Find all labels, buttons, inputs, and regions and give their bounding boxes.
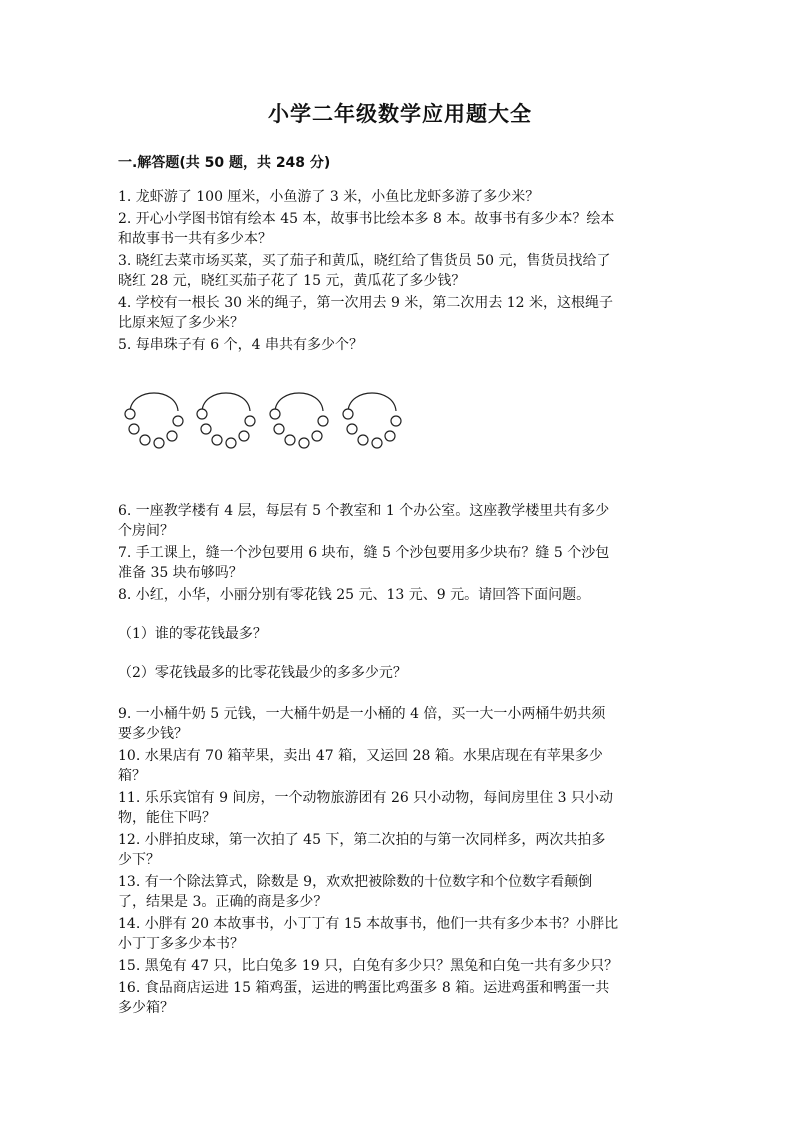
section-header: 一.解答题(共 50 题，共 248 分) bbox=[118, 155, 331, 171]
question-11-line-2: 物，能住下吗？ bbox=[118, 810, 216, 826]
question-4-line-1: 4. 学校有一根长 30 米的绳子，第一次用去 9 米，第二次用去 12 米，这根绳子 bbox=[118, 295, 614, 311]
question-8-sub-1: （1）谁的零花钱最多？ bbox=[118, 626, 267, 642]
question-10-line-2: 箱？ bbox=[118, 768, 146, 784]
bead-strings-figure bbox=[118, 385, 428, 465]
question-4-line-2: 比原来短了多少米？ bbox=[118, 315, 244, 331]
bead-string-icon bbox=[118, 385, 428, 465]
question-12-line-1: 12. 小胖拍皮球，第一次拍了 45 下，第二次拍的与第一次同样多，两次共拍多 bbox=[118, 832, 606, 848]
question-16-line-1: 16. 食品商店运进 15 箱鸡蛋，运进的鸭蛋比鸡蛋多 8 箱。运进鸡蛋和鸭蛋一共 bbox=[118, 980, 610, 996]
question-11-line-1: 11. 乐乐宾馆有 9 间房，一个动物旅游团有 26 只小动物，每间房里住 3 只小动 bbox=[118, 790, 614, 806]
question-6-line-2: 个房间？ bbox=[118, 523, 174, 539]
question-6-line-1: 6. 一座教学楼有 4 层，每层有 5 个教室和 1 个办公室。这座教学楼里共有多少 bbox=[118, 503, 610, 519]
question-9-line-2: 要多少钱？ bbox=[118, 726, 188, 742]
question-13-line-2: 了，结果是 3。正确的商是多少？ bbox=[118, 894, 328, 910]
question-1-line-1: 1. 龙虾游了 100 厘米，小鱼游了 3 米，小鱼比龙虾多游了多少米？ bbox=[118, 189, 540, 205]
question-15-line-1: 15. 黑兔有 47 只，比白兔多 19 只，白兔有多少只？黑兔和白兔一共有多少只？ bbox=[118, 958, 619, 974]
question-7-line-2: 准备 35 块布够吗？ bbox=[118, 565, 243, 581]
question-5-line-1: 5. 每串珠子有 6 个，4 串共有多少个？ bbox=[118, 337, 363, 353]
question-10-line-1: 10. 水果店有 70 箱苹果，卖出 47 箱，又运回 28 箱。水果店现在有苹果多少 bbox=[118, 748, 603, 764]
question-12-line-2: 少下？ bbox=[118, 852, 160, 868]
question-9-line-1: 9. 一小桶牛奶 5 元钱，一大桶牛奶是一小桶的 4 倍，买一大一小两桶牛奶共须 bbox=[118, 706, 606, 722]
question-14-line-2: 小丁丁多多少本书？ bbox=[118, 936, 244, 952]
question-2-line-2: 和故事书一共有多少本？ bbox=[118, 231, 272, 247]
bead-string-1 bbox=[125, 393, 183, 448]
bead-string-2 bbox=[197, 393, 255, 448]
question-8-sub-2: （2）零花钱最多的比零花钱最少的多多少元？ bbox=[118, 665, 407, 681]
bead-string-4 bbox=[343, 393, 401, 448]
question-2-line-1: 2. 开心小学图书馆有绘本 45 本，故事书比绘本多 8 本。故事书有多少本？绘本 bbox=[118, 211, 615, 227]
page-title: 小学二年级数学应用题大全 bbox=[268, 102, 532, 126]
question-13-line-1: 13. 有一个除法算式，除数是 9，欢欢把被除数的十位数字和个位数字看颠倒 bbox=[118, 874, 593, 890]
question-3-line-1: 3. 晓红去菜市场买菜，买了茄子和黄瓜，晓红给了售货员 50 元，售货员找给了 bbox=[118, 253, 611, 269]
question-8-line-1: 8. 小红，小华，小丽分别有零花钱 25 元、13 元、9 元。请回答下面问题。 bbox=[118, 587, 591, 603]
question-14-line-1: 14. 小胖有 20 本故事书，小丁丁有 15 本故事书，他们一共有多少本书？小胖比 bbox=[118, 916, 619, 932]
question-7-line-1: 7. 手工课上，缝一个沙包要用 6 块布，缝 5 个沙包要用多少块布？缝 5 个沙包 bbox=[118, 545, 610, 561]
question-3-line-2: 晓红 28 元，晓红买茄子花了 15 元，黄瓜花了多少钱？ bbox=[118, 273, 466, 289]
question-16-line-2: 多少箱？ bbox=[118, 1000, 174, 1016]
bead-string-3 bbox=[270, 393, 328, 448]
